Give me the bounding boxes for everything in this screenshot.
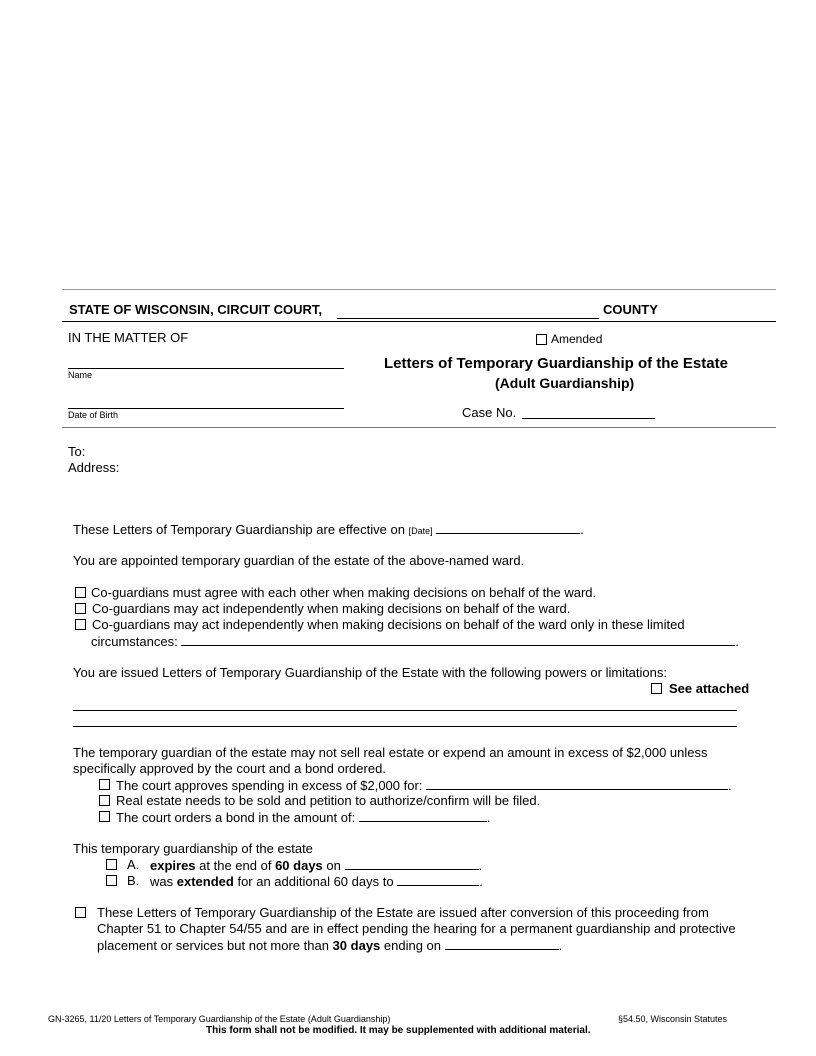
coguardian-independent-label: Co-guardians may act independently when making decisions on behalf of the ward. bbox=[92, 601, 571, 616]
matter-label: IN THE MATTER OF bbox=[68, 330, 189, 345]
coguardian-agree-checkbox[interactable] bbox=[75, 587, 86, 598]
bond-amount-input[interactable] bbox=[359, 809, 487, 822]
expires-days: 60 days bbox=[275, 858, 323, 873]
conversion-text-2: Chapter 51 to Chapter 54/55 and are in effect pending the hearing for a permanent guardianship and protective bbox=[97, 921, 736, 936]
powers-line-1[interactable] bbox=[73, 710, 737, 711]
appointed-text: You are appointed temporary guardian of the estate of the above-named ward. bbox=[73, 553, 525, 568]
coguardian-agree-label: Co-guardians must agree with each other when making decisions on behalf of the ward. bbox=[91, 585, 597, 600]
case-no-label: Case No. bbox=[462, 405, 517, 420]
circumstances-line: circumstances: . bbox=[91, 634, 739, 649]
expires-date-input[interactable] bbox=[345, 857, 479, 870]
restriction-text-2: specifically approved by the court and a bond ordered. bbox=[73, 761, 386, 776]
extended-word: extended bbox=[176, 874, 234, 889]
conversion-date-input[interactable] bbox=[445, 937, 559, 950]
expires-line: expires at the end of 60 days on . bbox=[150, 858, 483, 873]
coguardian-independent-checkbox[interactable] bbox=[75, 603, 86, 614]
bond-checkbox[interactable] bbox=[99, 811, 110, 822]
extended-letter: B. bbox=[127, 873, 140, 888]
court-label: STATE OF WISCONSIN, CIRCUIT COURT, bbox=[69, 302, 323, 317]
header-divider bbox=[62, 321, 776, 322]
expires-on: on bbox=[326, 858, 341, 873]
duration-intro: This temporary guardianship of the estate bbox=[73, 841, 313, 856]
top-rule bbox=[62, 289, 776, 290]
restriction-text-1: The temporary guardian of the estate may not sell real estate or expend an amount in excess of $2,000 unless bbox=[73, 745, 708, 760]
coguardian-limited-label: Co-guardians may act independently when making decisions on behalf of the ward only in these limited bbox=[92, 617, 685, 632]
expires-mid: at the end of bbox=[199, 858, 272, 873]
real-estate-label: Real estate needs to be sold and petition to authorize/confirm will be filed. bbox=[116, 793, 541, 808]
extended-date-input[interactable] bbox=[397, 873, 479, 886]
case-no-input[interactable] bbox=[522, 418, 655, 419]
conversion-days: 30 days bbox=[332, 938, 381, 953]
form-title: Letters of Temporary Guardianship of the Estate bbox=[384, 355, 728, 372]
dob-input[interactable] bbox=[68, 408, 344, 409]
effective-line: These Letters of Temporary Guardianship are effective on [Date] . bbox=[73, 522, 584, 537]
name-input[interactable] bbox=[68, 368, 344, 369]
name-label: Name bbox=[68, 370, 93, 380]
conversion-line-3: placement or services but not more than 30 days ending on . bbox=[97, 938, 563, 953]
date-label: [Date] bbox=[408, 526, 433, 536]
see-attached-label: See attached bbox=[669, 681, 750, 696]
coguardian-limited-checkbox[interactable] bbox=[75, 619, 86, 630]
footer-notice: This form shall not be modified. It may be supplemented with additional material. bbox=[206, 1025, 591, 1036]
statute-ref: §54.50, Wisconsin Statutes bbox=[618, 1014, 728, 1024]
amended-label: Amended bbox=[551, 332, 603, 346]
extended-rest: for an additional 60 days to bbox=[237, 874, 394, 889]
powers-line-2[interactable] bbox=[73, 726, 737, 727]
powers-text: You are issued Letters of Temporary Guardianship of the Estate with the following powers or limitations: bbox=[73, 665, 667, 680]
circumstances-label: circumstances: bbox=[91, 634, 178, 649]
dob-label: Date of Birth bbox=[68, 410, 119, 420]
expires-word: expires bbox=[150, 858, 196, 873]
expires-letter: A. bbox=[127, 857, 140, 872]
bond-label: The court orders a bond in the amount of: bbox=[116, 810, 356, 825]
conversion-checkbox[interactable] bbox=[75, 907, 86, 918]
effective-date-input[interactable] bbox=[436, 521, 580, 534]
expires-checkbox[interactable] bbox=[106, 859, 117, 870]
address-label: Address: bbox=[68, 460, 120, 475]
amended-checkbox[interactable] bbox=[536, 334, 547, 345]
circumstances-input[interactable] bbox=[181, 633, 735, 646]
extended-line: was extended for an additional 60 days to . bbox=[150, 874, 483, 889]
effective-text: These Letters of Temporary Guardianship are effective on bbox=[73, 522, 405, 537]
approve-spending-input[interactable] bbox=[426, 777, 728, 790]
county-label: COUNTY bbox=[603, 302, 658, 317]
form-subtitle: (Adult Guardianship) bbox=[495, 375, 635, 391]
to-label: To: bbox=[68, 444, 86, 459]
form-id: GN-3265, 11/20 Letters of Temporary Guardianship of the Estate (Adult Guardianship) bbox=[48, 1014, 391, 1024]
conversion-text-3: placement or services but not more than bbox=[97, 938, 329, 953]
conversion-ending: ending on bbox=[383, 938, 442, 953]
see-attached-checkbox[interactable] bbox=[651, 683, 662, 694]
approve-spending-label: The court approves spending in excess of $2,000 for: bbox=[116, 778, 423, 793]
county-input[interactable] bbox=[337, 318, 599, 319]
extended-pre: was bbox=[150, 874, 174, 889]
conversion-text-1: These Letters of Temporary Guardianship of the Estate are issued after conversion of this proceeding from bbox=[97, 905, 709, 920]
approve-spending-checkbox[interactable] bbox=[99, 779, 110, 790]
header-bottom-rule bbox=[62, 427, 776, 428]
approve-spending-line: The court approves spending in excess of $2,000 for: . bbox=[116, 778, 732, 793]
bond-line: The court orders a bond in the amount of: . bbox=[116, 810, 491, 825]
extended-checkbox[interactable] bbox=[106, 875, 117, 886]
real-estate-checkbox[interactable] bbox=[99, 795, 110, 806]
